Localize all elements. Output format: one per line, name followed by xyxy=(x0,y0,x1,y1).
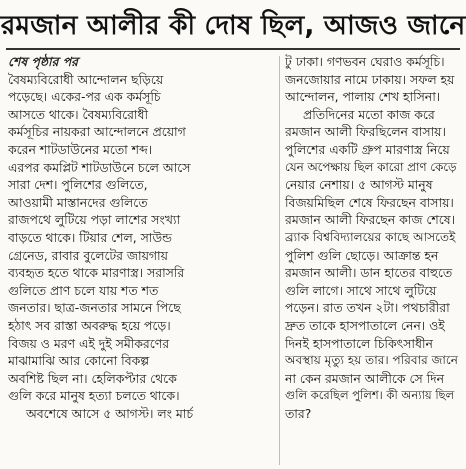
text-line: বিজয়মিছিল শেষে ফিরছেন বাসায়। xyxy=(285,194,454,210)
text-line: পড়েন। রাত তখন ২টা। পথচারীরা xyxy=(285,300,450,316)
text-line: না কেন রমজান আলীকে সে দিন xyxy=(285,370,445,386)
text-line: রাজপথে লুটিয়ে পড়া লাশের সংখ্যা xyxy=(8,212,181,228)
text-line: ব্যবহৃত হতে থাকে মারণাস্ত্র। সরাসরি xyxy=(8,265,185,281)
text-line: পুলিশ গুলি ছোড়ে। আক্রান্ত হন xyxy=(285,247,439,263)
text-line: অবস্থায় মৃত্যু হয় তার। পরিবার জানে xyxy=(285,353,458,368)
text-line: টু ঢাকা। গণভবন ঘেরাও কর্মসূচি। xyxy=(285,54,445,69)
text-line: আওয়ামী মাস্তানদের গুলিতে xyxy=(8,194,148,210)
text-line: প্রতিদিনের মতো কাজ করে xyxy=(303,106,435,122)
text-line: গুলি করেছিল পুলিশ। কী অন্যায় ছিল xyxy=(285,388,455,403)
text-line: আসতে থাকে। বৈষম্যবিরোধী xyxy=(8,106,149,122)
headline: রমজান আলীর কী দোষ ছিল, আজও জানে xyxy=(0,11,466,41)
text-line: রমজান আলী ফিরছিলেন বাসায়। xyxy=(285,124,446,140)
headline-rule xyxy=(6,48,460,50)
text-line: গ্রেনেড, রাবার বুলেটের জায়গায় xyxy=(8,247,168,263)
text-line: দ্রুত তাকে হাসপাতালে নেন। ওই xyxy=(285,317,445,333)
text-line: বৈষম্যবিরোধী আন্দোলন ছড়িয়ে xyxy=(8,71,164,87)
text-line: অবশেষে আসে ৫ আগস্ট। লং মার্চ xyxy=(26,405,194,421)
text-line: গুলি করে মানুষ হত্যা চলতে থাকে। xyxy=(8,388,180,404)
text-line: পুলিশের একটি গ্রুপ মারণাস্ত্র নিয়ে xyxy=(285,141,450,157)
text-line: এরপর কমপ্লিট শাটডাউনে চলে আসে xyxy=(8,159,191,175)
left-column xyxy=(8,53,274,422)
text-line: তার? xyxy=(285,405,312,421)
text-line: জনতার। ছাত্র-জনতার সামনে পিছে xyxy=(8,300,181,316)
text-line: অবশিষ্ট ছিল না। হেলিকপ্টার থেকে xyxy=(8,370,177,386)
text-line: রমজান আলী। ডান হাতের বাহুতে xyxy=(285,265,453,281)
text-line: যেন অপেক্ষায় ছিল কারো প্রাণ কেড়ে xyxy=(285,159,457,174)
text-line: হঠাৎ সব রাস্তা অবরুদ্ধ হয়ে পড়ে। xyxy=(8,317,171,333)
text-line: নেয়ার নেশায়। ৫ আগস্ট মানুষ xyxy=(285,177,433,193)
text-line: দিনই হাসপাতালে চিকিৎসাধীন xyxy=(285,335,433,351)
text-line: গুলি লাগে। সাথে সাথে লুটিয়ে xyxy=(285,282,437,298)
text-line: বিজয় ও মরণ এই দুই সমীকরণের xyxy=(8,335,170,351)
text-line: গুলিতে প্রাণ চলে যায় শত শত xyxy=(8,282,159,298)
continued-from-label: শেষ পৃষ্ঠার পর xyxy=(8,54,78,69)
text-line: আন্দোলন, পালায় শেখ হাসিনা। xyxy=(285,89,441,105)
text-line: বাড়তে থাকে। টিয়ার শেল, সাউন্ড xyxy=(8,229,172,245)
text-line: জনজোয়ার নামে ঢাকায়। সফল হয় xyxy=(285,71,455,87)
text-line: করেন শাটডাউনের মতো শব্দ। xyxy=(8,141,153,157)
right-column xyxy=(285,53,458,422)
text-line: পড়েছে। একের-পর এক কর্মসূচি xyxy=(8,89,161,105)
text-line: রমজান আলী ফিরছেন কাজ শেষে। xyxy=(285,212,456,228)
text-line: মাঝামাঝি আর কোনো বিকল্প xyxy=(8,353,150,369)
text-line: সারা দেশ। পুলিশের গুলিতে, xyxy=(8,177,148,193)
text-line: কর্মসূচির নায়করা আন্দোলনে প্রয়োগ xyxy=(8,124,186,140)
column-divider xyxy=(279,56,280,465)
text-line: ব্র্যাক বিশ্ববিদ্যালয়ের কাছে আসতেই xyxy=(285,229,456,244)
